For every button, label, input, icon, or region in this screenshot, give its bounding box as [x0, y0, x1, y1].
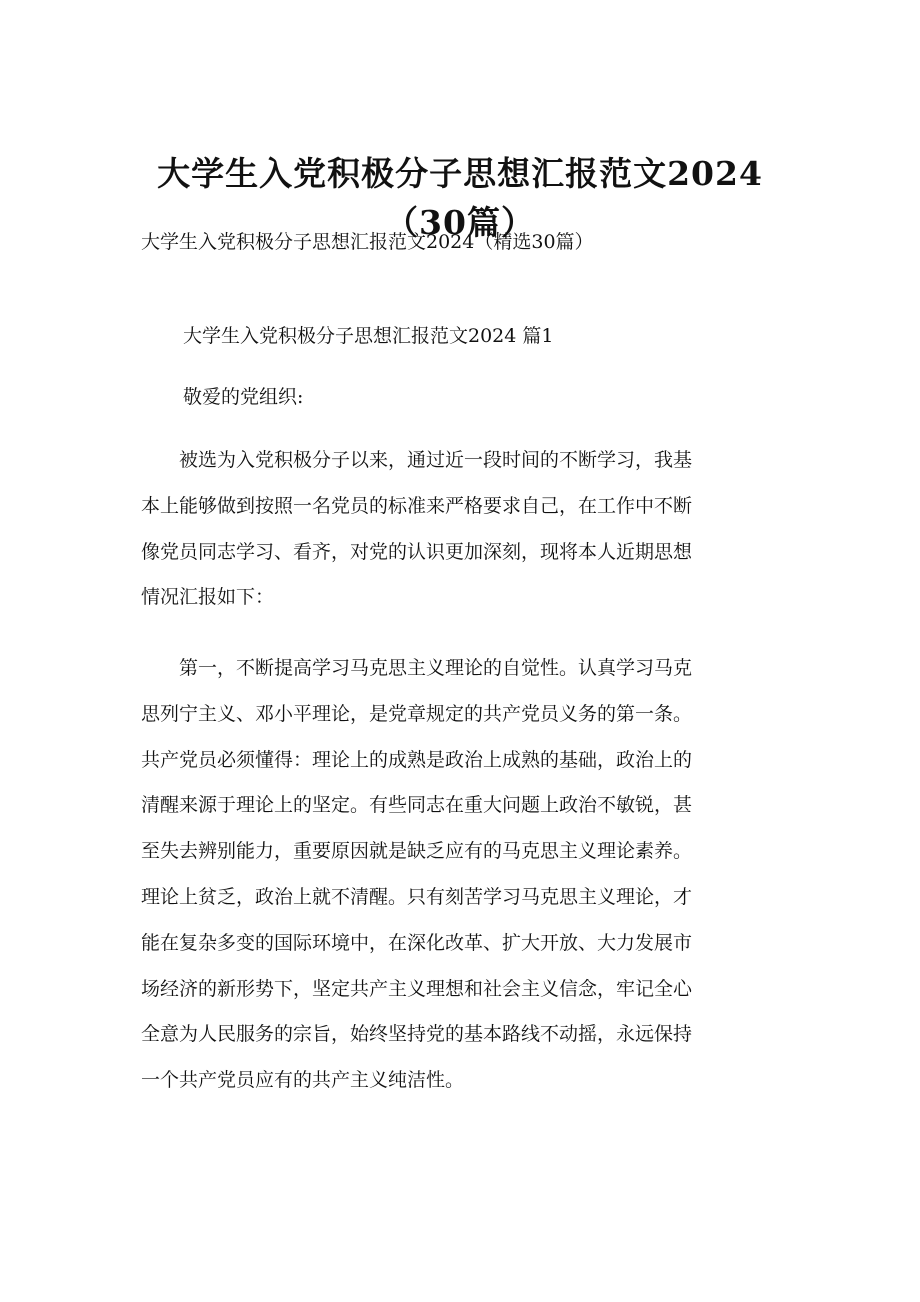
- paragraph-line: 一个共产党员应有的共产主义纯洁性。: [141, 1069, 465, 1092]
- paragraph-line: 理论上贫乏，政治上就不清醒。只有刻苦学习马克思主义理论，才: [141, 885, 693, 908]
- document-subtitle: 大学生入党积极分子思想汇报范文2024（精选30篇）: [141, 231, 594, 253]
- paragraph-line: 至失去辨别能力，重要原因就是缺乏应有的马克思主义理论素养。: [141, 840, 693, 863]
- paragraph-line: 全意为人民服务的宗旨，始终坚持党的基本路线不动摇，永远保持: [141, 1023, 693, 1046]
- paragraph-line: 共产党员必须懂得：理论上的成熟是政治上成熟的基础，政治上的: [141, 748, 693, 771]
- paragraph-line: 被选为入党积极分子以来，通过近一段时间的不断学习，我基: [141, 449, 693, 471]
- paragraph-intro: [141, 444, 781, 627]
- paragraph-line: 清醒来源于理论上的坚定。有些同志在重大问题上政治不敏锐，甚: [141, 794, 693, 817]
- paragraph-line: 第一，不断提高学习马克思主义理论的自觉性。认真学习马克: [141, 657, 693, 679]
- section-heading: 大学生入党积极分子思想汇报范文2024 篇1: [183, 325, 554, 347]
- paragraph-line: 情况汇报如下：: [141, 586, 275, 609]
- paragraph-line: 像党员同志学习、看齐，对党的认识更加深刻，现将本人近期思想: [141, 540, 693, 563]
- paragraph-line: 能在复杂多变的国际环境中，在深化改革、扩大开放、大力发展市: [141, 931, 693, 954]
- page-title-line-2: （30篇）: [385, 203, 535, 242]
- page-title-line-1: 大学生入党积极分子思想汇报范文2024: [157, 154, 763, 193]
- paragraph-line: 场经济的新形势下，坚定共产主义理想和社会主义信念，牢记全心: [141, 977, 693, 1000]
- salutation: 敬爱的党组织:: [183, 386, 304, 408]
- paragraph-line: 本上能够做到按照一名党员的标准来严格要求自己，在工作中不断: [141, 494, 693, 517]
- paragraph-first-point: [141, 652, 781, 1110]
- paragraph-line: 思列宁主义、邓小平理论，是党章规定的共产党员义务的第一条。: [141, 702, 693, 725]
